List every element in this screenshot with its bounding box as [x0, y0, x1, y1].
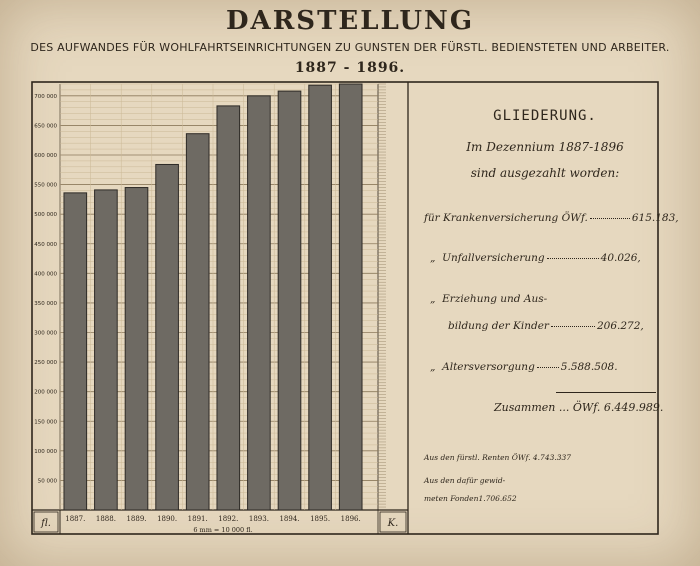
- item-prefix: „: [430, 252, 436, 264]
- total-line: [494, 401, 663, 414]
- item-amount: 615.183,: [631, 212, 679, 224]
- total-label: Zusammen ... ÖWf.: [494, 401, 601, 414]
- item-unfallversicherung: [430, 252, 641, 264]
- item-altersversorgung: [430, 361, 618, 373]
- leader-dots: [551, 326, 595, 327]
- y-tick-label: 550 000: [34, 182, 57, 189]
- item-amount: 206.272,: [596, 320, 644, 332]
- item-amount: 40.026,: [600, 252, 641, 264]
- item-prefix: „: [430, 361, 436, 373]
- bar-1890: [156, 164, 179, 510]
- note-label: Aus den dafür gewid-: [424, 476, 506, 485]
- note-amount: 1.706.652: [478, 494, 517, 503]
- gliederung-heading: GLIEDERUNG.: [493, 108, 597, 124]
- bar-1893: [248, 96, 271, 510]
- leader-dots: [537, 367, 559, 368]
- note-renten: [424, 453, 571, 462]
- x-tick-label: 1894.: [279, 515, 300, 523]
- y-tick-label: 250 000: [34, 360, 57, 367]
- y-tick-label: 200 000: [34, 389, 57, 396]
- item-amount: 5.588.508.: [560, 361, 618, 373]
- note-fonden-2: [424, 494, 517, 503]
- item-label: bildung der Kinder: [448, 320, 549, 332]
- bar-1892: [217, 106, 240, 510]
- item-label: Erziehung und Aus-: [442, 293, 548, 305]
- scale-note: 6 mm = 10 000 fl.: [193, 526, 253, 534]
- sum-rule: [556, 392, 656, 393]
- x-tick-label: 1896.: [340, 515, 361, 523]
- bar-1887: [64, 193, 87, 510]
- total-amount: 6.449.989.: [603, 401, 664, 414]
- x-tick-label: 1888.: [95, 515, 116, 523]
- y-tick-label: 300 000: [34, 330, 57, 337]
- y-tick-label: 350 000: [34, 300, 57, 307]
- x-tick-label: 1889.: [126, 515, 147, 523]
- y-tick-label: 50 000: [37, 478, 57, 485]
- note-label: Aus den fürstl. Renten ÖWf.: [424, 453, 531, 462]
- x-tick-label: 1895.: [310, 515, 331, 523]
- poster-period: 1887 - 1896.: [294, 60, 406, 76]
- note-label: meten Fonden: [424, 494, 479, 503]
- x-tick-label: 1891.: [187, 515, 208, 523]
- x-tick-label: 1890.: [157, 515, 178, 523]
- bar-1894: [278, 91, 301, 510]
- item-label: für Krankenversicherung ÖWf.: [424, 212, 588, 224]
- item-label: Unfallversicherung: [442, 252, 545, 264]
- y-tick-label: 700 000: [34, 93, 57, 100]
- y-tick-label: 150 000: [34, 419, 57, 426]
- right-unit-label: K.: [387, 518, 399, 529]
- poster-subtitle: DES AUFWANDES FÜR WOHLFAHRTSEINRICHTUNGEN ZU GUNSTEN DER FÜRSTL. BEDIENSTETEN UND ARBEITER.: [30, 41, 670, 54]
- y-tick-label: 400 000: [34, 271, 57, 278]
- x-tick-label: 1893.: [248, 515, 269, 523]
- item-prefix: „: [430, 293, 436, 305]
- y-tick-label: 450 000: [34, 241, 57, 248]
- left-unit-label: fl.: [41, 518, 51, 529]
- bar-1896: [339, 84, 362, 510]
- gliederung-intro-line-1: Im Dezennium 1887-1896: [466, 140, 624, 154]
- poster-title: DARSTELLUNG: [225, 6, 475, 36]
- gliederung-intro-line-2: sind ausgezahlt worden:: [470, 166, 620, 180]
- note-fonden-1: [424, 476, 505, 485]
- y-tick-label: 500 000: [34, 212, 57, 219]
- y-tick-label: 650 000: [34, 123, 57, 130]
- x-tick-label: 1887.: [65, 515, 86, 523]
- bar-1895: [309, 85, 332, 510]
- x-tick-label: 1892.: [218, 515, 239, 523]
- item-erziehung: [430, 293, 547, 305]
- leader-dots: [547, 258, 599, 259]
- item-ausbildung: [448, 320, 644, 332]
- note-amount: 4.743.337: [532, 453, 572, 462]
- bar-1891: [186, 134, 209, 510]
- y-tick-label: 600 000: [34, 153, 57, 159]
- y-tick-label: 100 000: [34, 448, 57, 455]
- bar-1888: [95, 190, 118, 510]
- leader-dots: [590, 218, 630, 219]
- item-label: Altersversorgung: [442, 361, 535, 373]
- bar-1889: [125, 188, 148, 510]
- item-krankenversicherung: [424, 212, 679, 224]
